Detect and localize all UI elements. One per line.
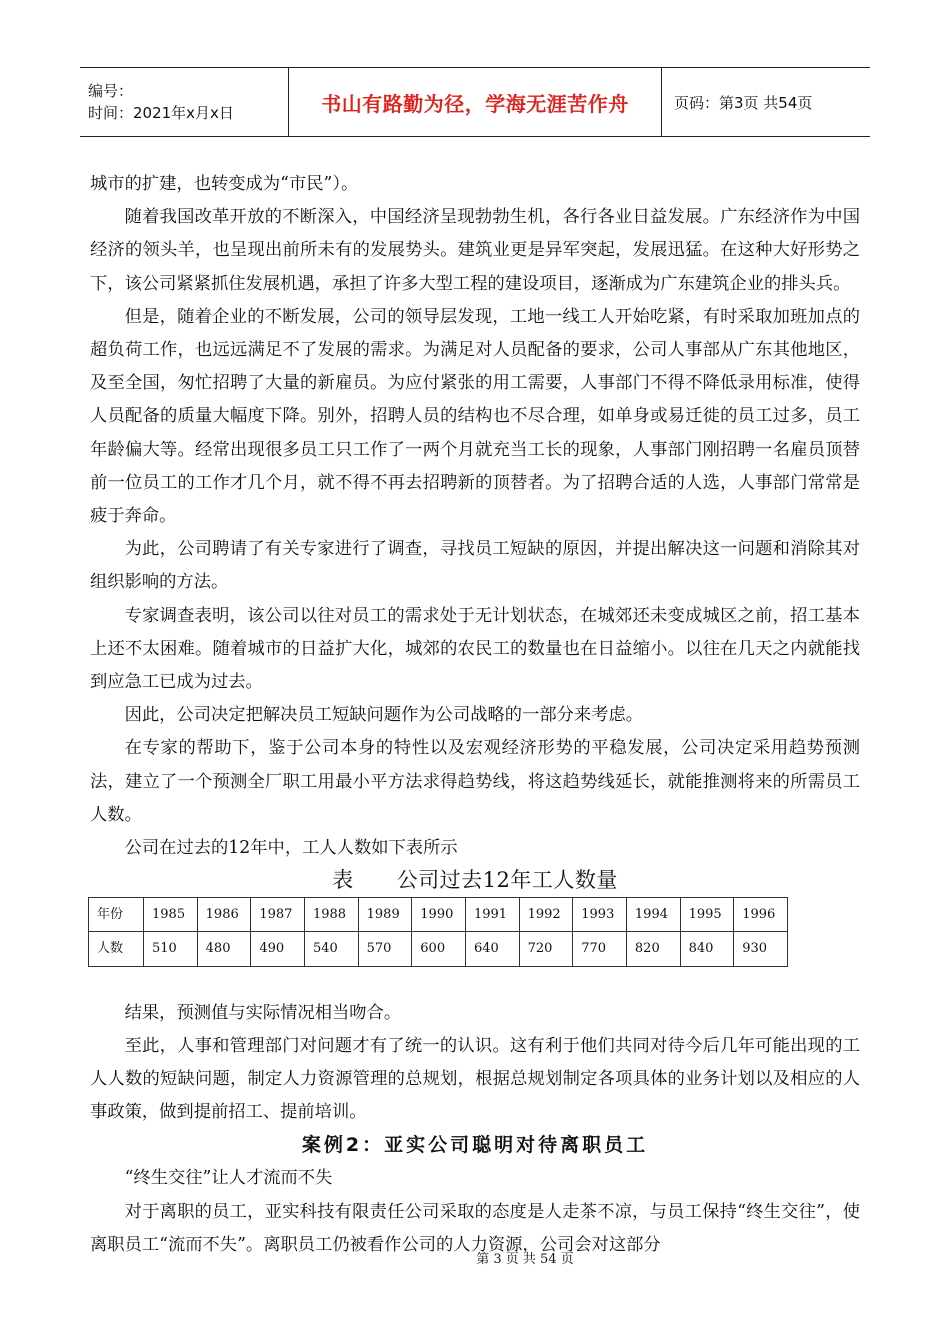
table-cell: 640	[465, 932, 519, 966]
table-cell: 1985	[144, 898, 198, 932]
table-row-header: 人数	[89, 932, 144, 966]
table-cell: 510	[144, 932, 198, 966]
paragraph: “终生交往”让人才流而不失	[124, 1168, 333, 1189]
page-footer: 第 3 页 共 54 页	[476, 1252, 574, 1267]
table-cell: 840	[680, 932, 734, 966]
document-body	[90, 168, 860, 1262]
paragraph: 结果，预测值与实际情况相当吻合。	[124, 1002, 402, 1023]
paragraph: 对于离职的员工，亚实科技有限责任公司采取的态度是人走茶不凉，与员工保持“终生交往”，使离职员工“流而不失”。离职员工仍被看作公司的人力资源，公司会对这部分	[90, 1201, 860, 1255]
table-cell: 480	[197, 932, 251, 966]
header-motto: 书山有路勤为径，学海无涯苦作舟	[321, 91, 629, 116]
table-spacer	[90, 967, 860, 997]
paragraph: 至此，人事和管理部门对问题才有了统一的认识。这有利于他们共同对待今后几年可能出现的工人人数的短缺问题，制定人力资源管理的总规划，根据总规划制定各项具体的业务计划以及相应的人事政策，做到提前招工、提前培训。	[90, 1035, 860, 1123]
paragraph: 因此，公司决定把解决员工短缺问题作为公司战略的一部分来考虑。	[124, 705, 644, 726]
table-cell: 1989	[358, 898, 412, 932]
table-cell: 930	[734, 932, 788, 966]
table-cell: 820	[626, 932, 680, 966]
table-cell: 1987	[251, 898, 305, 932]
header-motto-cell	[289, 68, 662, 136]
table-cell: 770	[573, 932, 627, 966]
paragraph: 但是，随着企业的不断发展，公司的领导层发现，工地一线工人开始吃紧，有时采取加班加点的超负荷工作，也远远满足不了发展的需求。为满足对人员配备的要求，公司人事部从广东其他地区，及至全国，匆忙招聘了大量的新雇员。为应付紧张的用工需要，人事部门不得不降低录用标准，使得人员配备的质量大幅度下降。别外，招聘人员的结构也不尽合理，如单身或易迁徙的员工过多，员工年龄偏大等。经常出现很多员工只工作了一两个月就充当工长的现象，人事部门刚招聘一名雇员顶替前一位员工的工作才几个月，就不得不再去招聘新的顶替者。为了招聘合适的人选，人事部门常常是疲于奔命。	[90, 306, 860, 527]
paragraph: 专家调查表明，该公司以往对员工的需求处于无计划状态，在城郊还未变成城区之前，招工基本上还不太困难。随着城市的日益扩大化，城郊的农民工的数量也在日益缩小。以往在几天之内就能找到应急工已成为过去。	[90, 605, 860, 693]
table-cell: 1992	[519, 898, 573, 932]
table-cell: 600	[412, 932, 466, 966]
table-cell: 1986	[197, 898, 251, 932]
table-cell: 1994	[626, 898, 680, 932]
table-row-years	[89, 898, 788, 932]
table-cell: 1995	[680, 898, 734, 932]
page-header	[80, 67, 870, 137]
header-number: 编号：	[88, 82, 134, 100]
paragraph: 公司在过去的12年中，工人人数如下表所示	[124, 838, 458, 859]
case-heading: 案例2：亚实公司聪明对待离职员工	[301, 1134, 649, 1157]
table-row-header: 年份	[89, 898, 144, 932]
table-cell: 1990	[412, 898, 466, 932]
table-row-counts	[89, 932, 788, 966]
table-cell: 490	[251, 932, 305, 966]
paragraph: 随着我国改革开放的不断深入，中国经济呈现勃勃生机，各行各业日益发展。广东经济作为中国经济的领头羊，也呈现出前所未有的发展势头。建筑业更是异军突起，发展迅猛。在这种大好形势之下，该公司紧紧抓住发展机遇，承担了许多大型工程的建设项目，逐渐成为广东建筑企业的排头兵。	[90, 207, 860, 294]
table-cell: 1993	[573, 898, 627, 932]
header-date: 时间：2021年x月x日	[88, 104, 234, 122]
table-cell: 720	[519, 932, 573, 966]
paragraph: 城市的扩建，也转变成为“市民”）。	[90, 174, 359, 194]
header-meta	[80, 68, 289, 136]
paragraph: 为此，公司聘请了有关专家进行了调查，寻找员工短缺的原因，并提出解决这一问题和消除其对组织影响的方法。	[90, 539, 860, 593]
paragraph: 在专家的帮助下，鉴于公司本身的特性以及宏观经济形势的平稳发展，公司决定采用趋势预测法，建立了一个预测全厂职工用最小平方法求得趋势线，将这趋势线延长，就能推测将来的所需员工人数。	[90, 738, 860, 825]
workers-table	[88, 897, 788, 966]
table-cell: 1991	[465, 898, 519, 932]
table-cell: 570	[358, 932, 412, 966]
header-page-number: 页码：第3页 共54页	[674, 93, 813, 112]
table-cell: 1996	[734, 898, 788, 932]
table-cell: 540	[304, 932, 358, 966]
header-page-cell	[662, 68, 870, 136]
table-cell: 1988	[304, 898, 358, 932]
table-title: 表 公司过去12年工人数量	[332, 868, 618, 893]
